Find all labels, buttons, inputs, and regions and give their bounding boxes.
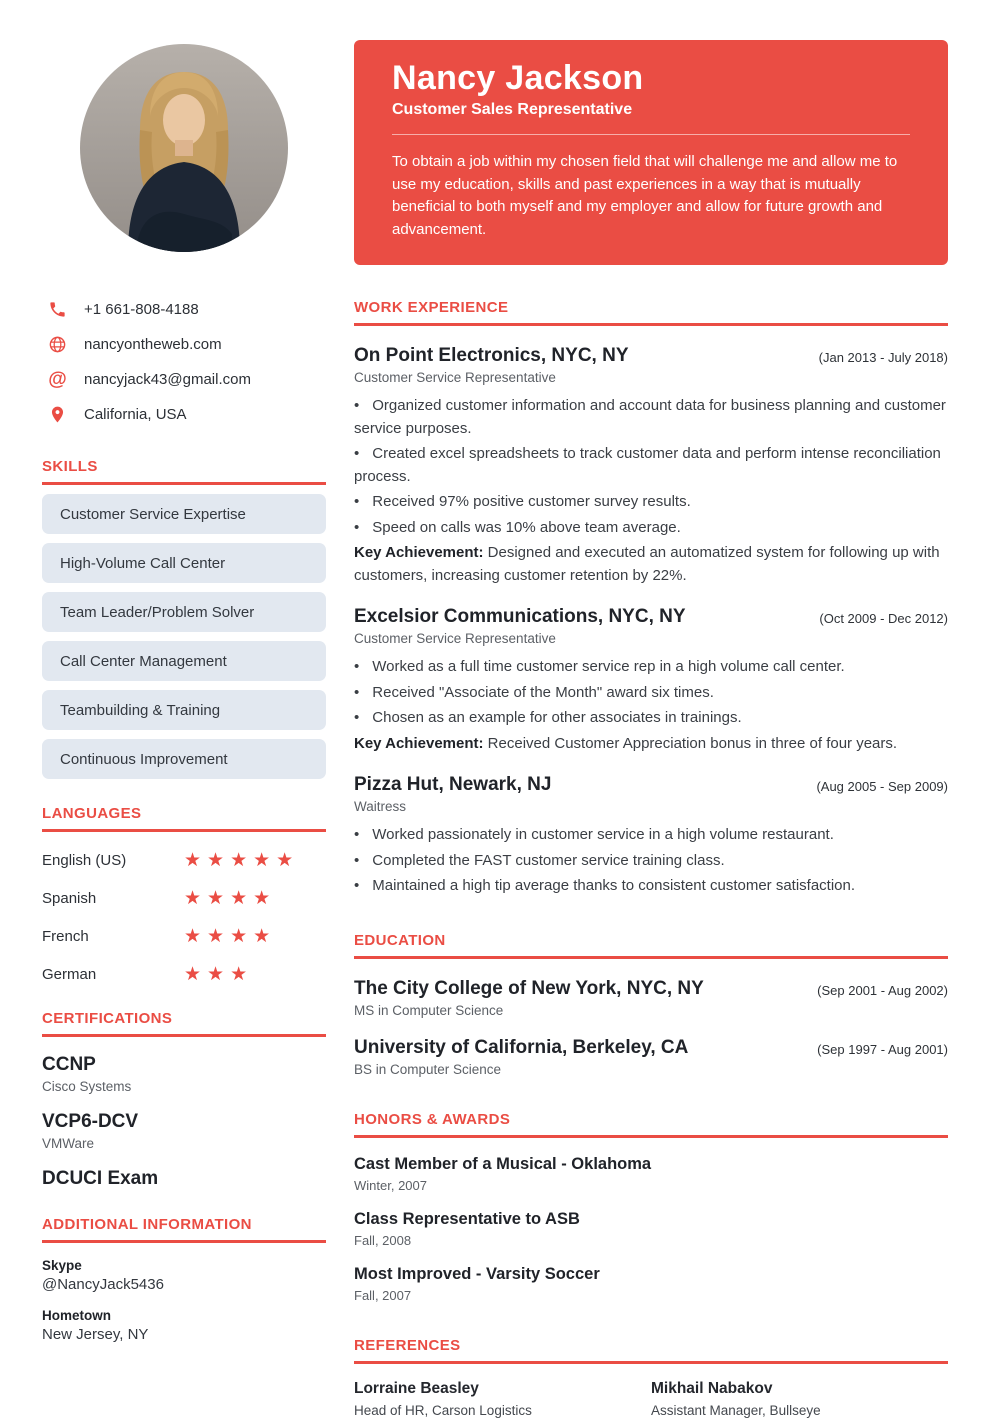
certification-name: DCUCI Exam xyxy=(42,1168,159,1189)
language-name: English (US) xyxy=(42,852,127,869)
skills-list xyxy=(42,494,326,779)
date-range: (Aug 2005 - Sep 2009) xyxy=(816,779,948,795)
bullet-text: Organized customer information and account data for business planning and customer service purposes. xyxy=(354,397,946,437)
bullet-text: Completed the FAST customer service training class. xyxy=(372,851,725,869)
experience-entry xyxy=(354,345,948,587)
bullet-item xyxy=(354,850,948,873)
bullet-dot: • xyxy=(354,709,360,727)
info-value: @NancyJack5436 xyxy=(42,1276,164,1293)
skills-heading: SKILLS xyxy=(42,458,98,475)
location-text: California, USA xyxy=(84,406,187,423)
references-list xyxy=(354,1380,948,1418)
bullet-list xyxy=(354,656,948,755)
certifications-heading: CERTIFICATIONS xyxy=(42,1010,173,1027)
certification-name: CCNP xyxy=(42,1054,96,1075)
certification-org: VMWare xyxy=(42,1136,95,1151)
honor-entry xyxy=(354,1210,948,1248)
section-divider xyxy=(354,956,948,959)
section-divider xyxy=(354,323,948,326)
contact-list xyxy=(42,292,326,432)
honor-entry xyxy=(354,1155,948,1193)
section-divider xyxy=(354,1135,948,1138)
honor-entry xyxy=(354,1265,948,1303)
contact-item-email[interactable] xyxy=(48,362,326,397)
bullet-text: Worked passionately in customer service in a high volume restaurant. xyxy=(372,826,834,844)
bullet-dot: • xyxy=(354,518,360,536)
star-rating: ★★★★★ xyxy=(184,850,300,871)
key-achievement xyxy=(354,733,948,756)
education-entry xyxy=(354,978,948,1018)
website-url: nancyontheweb.com xyxy=(84,336,222,353)
contact-item-phone xyxy=(48,292,326,327)
section-divider xyxy=(42,1240,326,1243)
certification-name: VCP6-DCV xyxy=(42,1111,139,1132)
certification-item xyxy=(42,1111,326,1151)
experience-entry xyxy=(354,606,948,755)
bullet-dot: • xyxy=(354,397,360,415)
language-row xyxy=(42,889,326,908)
languages-section xyxy=(42,805,326,984)
work-experience-section xyxy=(354,299,948,898)
location-icon xyxy=(48,405,67,424)
school-name: University of California, Berkeley, CA xyxy=(354,1036,689,1058)
honor-date: Fall, 2008 xyxy=(354,1232,412,1248)
bullet-list xyxy=(354,395,948,587)
bullet-item xyxy=(354,517,948,540)
certification-org: Cisco Systems xyxy=(42,1079,132,1094)
reference-entry xyxy=(354,1380,651,1418)
bullet-text: Received 97% positive customer survey results. xyxy=(372,493,691,511)
bullet-text: Received "Associate of the Month" award six times. xyxy=(372,683,714,701)
objective-text: To obtain a job within my chosen field that will challenge me and allow me to use my education, skills and past experiences in a way that is mutually beneficial to both myself and my employer and allow for future growth and advancement. xyxy=(392,153,898,238)
company-name: Pizza Hut, Newark, NJ xyxy=(354,774,552,796)
bullet-item xyxy=(354,682,948,705)
star-rating: ★★★ xyxy=(184,964,254,985)
bullet-item xyxy=(354,656,948,679)
main-column xyxy=(354,40,948,1418)
honors-section xyxy=(354,1111,948,1303)
entry-header xyxy=(354,606,948,628)
experience-entry xyxy=(354,774,948,898)
role-title: Customer Service Representative xyxy=(354,631,556,647)
bullet-text: Chosen as an example for other associates in trainings. xyxy=(372,709,742,727)
skill-pill: Call Center Management xyxy=(42,641,326,681)
company-name: On Point Electronics, NYC, NY xyxy=(354,345,629,367)
key-achievement-text: Designed and executed an automatized system for following up with customers, increasing customer retention by 22%. xyxy=(354,544,940,584)
section-divider xyxy=(42,482,326,485)
reference-name: Mikhail Nabakov xyxy=(651,1379,773,1397)
bullet-item xyxy=(354,491,948,514)
languages-list xyxy=(42,851,326,984)
language-row xyxy=(42,965,326,984)
entry-header xyxy=(354,978,948,1000)
sidebar xyxy=(42,40,326,1404)
skills-section xyxy=(42,458,326,779)
key-achievement-label: Key Achievement: xyxy=(354,734,484,752)
bullet-dot: • xyxy=(354,445,360,463)
references-section xyxy=(354,1337,948,1418)
certification-item xyxy=(42,1168,326,1190)
bullet-text: Worked as a full time customer service rep in a high volume call center. xyxy=(372,658,845,676)
bullet-dot: • xyxy=(354,851,360,869)
bullet-dot: • xyxy=(354,493,360,511)
additional-info-heading: ADDITIONAL INFORMATION xyxy=(42,1216,252,1233)
bullet-item xyxy=(354,707,948,730)
at-icon: @ xyxy=(48,369,67,390)
banner-divider xyxy=(392,134,910,135)
info-label: Hometown xyxy=(42,1308,111,1323)
name-banner xyxy=(354,40,948,265)
contact-item-location xyxy=(48,397,326,432)
bullet-dot: • xyxy=(354,683,360,701)
phone-number: +1 661-808-4188 xyxy=(84,301,199,318)
star-rating: ★★★★ xyxy=(184,926,277,947)
honor-title: Most Improved - Varsity Soccer xyxy=(354,1264,600,1283)
language-name: French xyxy=(42,928,89,945)
info-value: New Jersey, NY xyxy=(42,1326,149,1343)
reference-entry xyxy=(651,1380,948,1418)
work-experience-heading: WORK EXPERIENCE xyxy=(354,299,509,317)
certifications-section xyxy=(42,1010,326,1190)
reference-role: Head of HR, Carson Logistics xyxy=(354,1402,532,1418)
bullet-dot: • xyxy=(354,826,360,844)
person-name: Nancy Jackson xyxy=(392,59,644,97)
skill-pill: High-Volume Call Center xyxy=(42,543,326,583)
education-section xyxy=(354,932,948,1077)
references-heading: REFERENCES xyxy=(354,1336,461,1354)
school-name: The City College of New York, NYC, NY xyxy=(354,977,704,999)
info-item xyxy=(42,1258,326,1293)
honor-date: Fall, 2007 xyxy=(354,1287,412,1303)
honor-title: Cast Member of a Musical - Oklahoma xyxy=(354,1154,652,1173)
role-title: Customer Service Representative xyxy=(354,370,556,386)
company-name: Excelsior Communications, NYC, NY xyxy=(354,606,686,628)
job-title: Customer Sales Representative xyxy=(392,101,633,119)
bullet-text: Speed on calls was 10% above team average. xyxy=(372,518,681,536)
certification-item xyxy=(42,1054,326,1094)
globe-icon xyxy=(48,335,67,354)
email-address: nancyjack43@gmail.com xyxy=(84,371,251,388)
language-row xyxy=(42,851,326,870)
contact-item-website[interactable] xyxy=(48,327,326,362)
star-rating: ★★★★ xyxy=(184,888,277,909)
bullet-list xyxy=(354,824,948,898)
honors-heading: HONORS & AWARDS xyxy=(354,1110,511,1128)
languages-heading: LANGUAGES xyxy=(42,805,142,822)
degree-title: MS in Computer Science xyxy=(354,1002,504,1018)
role-title: Waitress xyxy=(354,799,407,815)
additional-info-section xyxy=(42,1216,326,1343)
entry-header xyxy=(354,1037,948,1059)
key-achievement-label: Key Achievement: xyxy=(354,544,484,562)
section-divider xyxy=(42,1034,326,1037)
skill-pill: Continuous Improvement xyxy=(42,739,326,779)
honor-date: Winter, 2007 xyxy=(354,1177,427,1193)
bullet-text: Maintained a high tip average thanks to consistent customer satisfaction. xyxy=(372,877,856,895)
section-divider xyxy=(42,829,326,832)
skill-pill: Customer Service Expertise xyxy=(42,494,326,534)
education-entry xyxy=(354,1037,948,1077)
reference-name: Lorraine Beasley xyxy=(354,1379,479,1397)
profile-photo xyxy=(80,44,288,252)
date-range: (Sep 2001 - Aug 2002) xyxy=(817,982,948,998)
phone-icon xyxy=(48,300,67,319)
bullet-item xyxy=(354,395,948,440)
bullet-text: Created excel spreadsheets to track customer data and perform intense reconciliation process. xyxy=(354,445,941,485)
language-row xyxy=(42,927,326,946)
bullet-item xyxy=(354,443,948,488)
date-range: (Sep 1997 - Aug 2001) xyxy=(817,1041,948,1057)
entry-header xyxy=(354,774,948,796)
language-name: Spanish xyxy=(42,890,97,907)
skill-pill: Team Leader/Problem Solver xyxy=(42,592,326,632)
entry-header xyxy=(354,345,948,367)
education-heading: EDUCATION xyxy=(354,931,446,949)
bullet-item xyxy=(354,875,948,898)
bullet-item xyxy=(354,824,948,847)
honor-title: Class Representative to ASB xyxy=(354,1209,580,1228)
skill-pill: Teambuilding & Training xyxy=(42,690,326,730)
info-label: Skype xyxy=(42,1258,82,1273)
section-divider xyxy=(354,1361,948,1364)
bullet-dot: • xyxy=(354,877,360,895)
info-item xyxy=(42,1308,326,1343)
reference-role: Assistant Manager, Bullseye xyxy=(651,1402,821,1418)
date-range: (Oct 2009 - Dec 2012) xyxy=(819,611,948,627)
language-name: German xyxy=(42,966,97,983)
degree-title: BS in Computer Science xyxy=(354,1061,502,1077)
key-achievement-text: Received Customer Appreciation bonus in three of four years. xyxy=(487,734,898,752)
key-achievement xyxy=(354,542,948,587)
date-range: (Jan 2013 - July 2018) xyxy=(818,350,948,366)
bullet-dot: • xyxy=(354,658,360,676)
